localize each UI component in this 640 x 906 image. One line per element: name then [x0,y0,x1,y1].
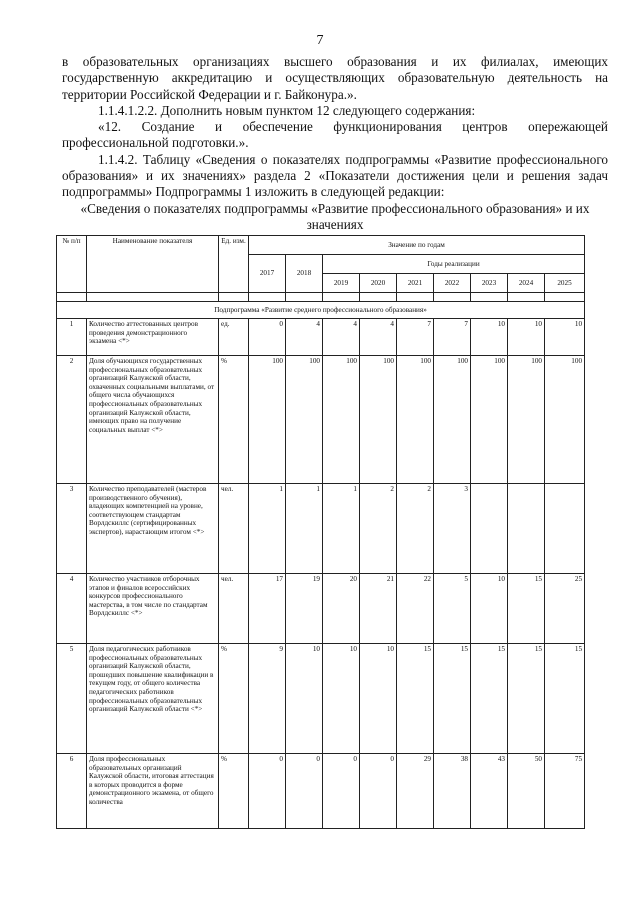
row-name: Количество преподавателей (мастеров производственного обучения), владеющих компетенцией на уровне, соответствующем стандартам Ворлдскиллс (сертифицированных экспертов), нарастающим итогом <*> [87,484,219,574]
value-cell: 22 [397,574,434,644]
value-cell: 17 [249,574,286,644]
value-cell: 25 [545,574,585,644]
value-cell: 0 [360,754,397,829]
row-unit: % [219,644,249,754]
page-number: 7 [316,33,324,48]
column-number-spacer [57,293,87,302]
value-cell: 15 [508,574,545,644]
header-values: Значение по годам [249,236,585,255]
value-cell: 100 [249,356,286,484]
row-num: 5 [57,644,87,754]
indicators-table [56,235,585,829]
header-year: 2019 [323,274,360,293]
value-cell: 10 [545,319,585,356]
header-year: 2022 [434,274,471,293]
row-num: 6 [57,754,87,829]
value-cell: 15 [545,644,585,754]
value-cell: 10 [360,644,397,754]
value-cell: 15 [434,644,471,754]
value-cell: 7 [397,319,434,356]
header-year: 2025 [545,274,585,293]
table-row [57,754,585,829]
value-cell: 4 [323,319,360,356]
value-cell [471,484,508,574]
table-title: «Сведения о показателях подпрограммы «Развитие профессионального образования» и их значениях [80,200,590,232]
row-name: Количество аттестованных центров проведения демонстрационного экзамена <*> [87,319,219,356]
section-heading: Подпрограмма «Развитие среднего профессионального образования» [57,302,585,319]
table-row [57,484,585,574]
header-year: 2021 [397,274,434,293]
table-row [57,574,585,644]
header-num: № п/п [57,236,87,293]
header-year: 2018 [286,255,323,293]
paragraph: «12. Создание и обеспечение функционирования центров опережающей профессиональной подготовки.». [62,119,608,151]
value-cell: 100 [434,356,471,484]
value-cell: 100 [508,356,545,484]
value-cell: 100 [360,356,397,484]
value-cell: 1 [249,484,286,574]
value-cell: 50 [508,754,545,829]
body-text [62,54,608,233]
value-cell: 7 [434,319,471,356]
table-row [57,319,585,356]
value-cell: 4 [360,319,397,356]
value-cell: 5 [434,574,471,644]
value-cell: 15 [471,644,508,754]
row-unit: % [219,356,249,484]
value-cell: 19 [286,574,323,644]
value-cell: 10 [471,319,508,356]
row-unit: чел. [219,574,249,644]
value-cell: 2 [397,484,434,574]
row-name: Количество участников отборочных этапов и финалов всероссийских конкурсов профессионального мастерства, в том числе по стандартам Ворлдскиллс <*> [87,574,219,644]
value-cell: 0 [249,754,286,829]
row-num: 4 [57,574,87,644]
value-cell: 15 [397,644,434,754]
paragraph: 1.1.4.2. Таблицу «Сведения о показателях подпрограммы «Развитие профессионального образования» и их значениях» раздела 2 «Показатели достижения цели и решения задач подпрограммы» Подпрограммы 1 изложить в следующей редакции: [62,151,608,200]
header-unit: Ед. изм. [219,236,249,293]
value-cell: 100 [397,356,434,484]
row-name: Доля педагогических работников профессиональных образовательных организаций Калужской области, прошедших повышение квалификации в текущем году, от общего количества педагогических работников профессиональных образовательных организаций Калужской области <*> [87,644,219,754]
value-cell: 1 [323,484,360,574]
value-cell [508,484,545,574]
value-cell: 0 [286,754,323,829]
header-year: 2020 [360,274,397,293]
header-years-impl: Годы реализации [323,255,585,274]
value-cell [545,484,585,574]
row-name: Доля обучающихся государственных профессиональных образовательных организаций Калужской области, охваченных социальными выплатами, от общего числа обучающихся профессиональных образовательных организаций Калужской области, имеющих право на получение социальных выплат <*> [87,356,219,484]
header-year: 2023 [471,274,508,293]
value-cell: 1 [286,484,323,574]
value-cell: 100 [323,356,360,484]
value-cell: 10 [508,319,545,356]
value-cell: 100 [286,356,323,484]
row-num: 3 [57,484,87,574]
paragraph: в образовательных организациях высшего образования и их филиалах, имеющих государственную аккредитацию и осуществляющих образовательную деятельность на территории Российской Федерации и г. Байконура.». [62,54,608,102]
value-cell: 10 [323,644,360,754]
value-cell: 0 [323,754,360,829]
value-cell: 38 [434,754,471,829]
row-unit: ед. [219,319,249,356]
value-cell: 4 [286,319,323,356]
value-cell: 0 [249,319,286,356]
value-cell: 100 [545,356,585,484]
header-year: 2017 [249,255,286,293]
value-cell: 20 [323,574,360,644]
value-cell: 3 [434,484,471,574]
value-cell: 10 [286,644,323,754]
header-name: Наименование показателя [87,236,219,293]
value-cell: 15 [508,644,545,754]
table-row [57,644,585,754]
value-cell: 10 [471,574,508,644]
value-cell: 9 [249,644,286,754]
value-cell: 75 [545,754,585,829]
header-year: 2024 [508,274,545,293]
value-cell: 29 [397,754,434,829]
value-cell: 43 [471,754,508,829]
value-cell: 100 [471,356,508,484]
paragraph: 1.1.4.1.2.2. Дополнить новым пунктом 12 следующего содержания: [98,102,476,118]
value-cell: 21 [360,574,397,644]
row-unit: % [219,754,249,829]
table-row [57,356,585,484]
value-cell: 2 [360,484,397,574]
row-name: Доля профессиональных образовательных организаций Калужской области, итоговая аттестация в которых проводится в форме демонстрационного экзамена, от общего количества [87,754,219,829]
row-num: 2 [57,356,87,484]
row-unit: чел. [219,484,249,574]
row-num: 1 [57,319,87,356]
